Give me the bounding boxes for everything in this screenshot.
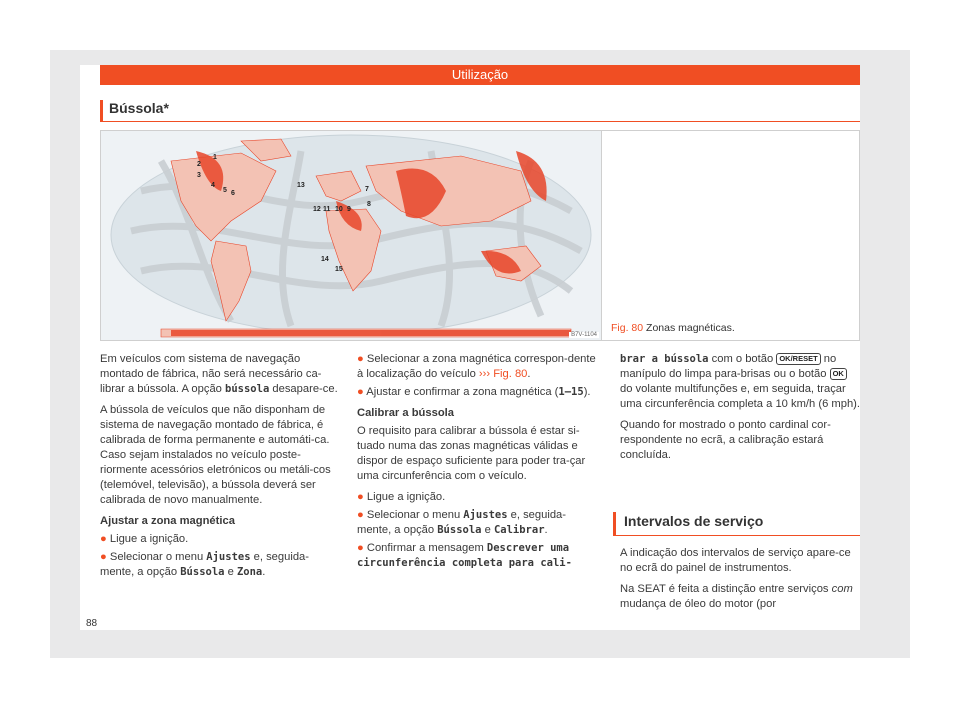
figure-number: Fig. 80: [611, 322, 644, 334]
magnetic-zones-map: [101, 131, 602, 340]
list-item: ● Selecionar a zona magnética correspon-dente à localização do veículo ››› Fig. 80.: [357, 353, 596, 380]
world-map-illustration: [101, 131, 601, 340]
paragraph: brar a bússola com o botão OK/RESET no manípulo do limpa para-brisas ou o botão OK do volante multifunções e, em seguida, traçar uma circunferência completa a 10 km/h (6 mph).: [620, 353, 861, 410]
list-item: ● Ajustar e confirmar a zona magnética (1–15).: [357, 386, 591, 398]
subheading-calibrate: Calibrar a bússola: [357, 407, 454, 419]
figure-link[interactable]: ››› Fig. 80: [478, 368, 528, 380]
chapter-header: Utilização: [100, 65, 860, 85]
text-column-1: [100, 352, 340, 583]
zone-label-13: 13: [297, 182, 305, 189]
figure-code: B7V-1104: [571, 332, 597, 338]
text-column-3-continued: [620, 546, 860, 618]
zone-label-9: 9: [347, 206, 351, 213]
ok-reset-key-icon: OK/RESET: [776, 353, 820, 365]
text-column-3: [620, 352, 860, 469]
paragraph: Em veículos com sistema de navegação montado de fábrica, não será necessário ca-librar a bússola. A opção bússola desapare-ce.: [100, 353, 338, 395]
paragraph: A bússola de veículos que não disponham de sistema de navegação montado de fábrica, é calibrada de forma permanente e automáti-ca. Caso sejam instalados no veículo poste-riormente acessórios eletrónicos ou metáli-cos (telemóvel, televisão), a bússola deverá ser calibrada de novo manualmente.: [100, 404, 331, 506]
subheading-adjust-zone: Ajustar a zona magnética: [100, 515, 235, 527]
figure-caption: [611, 322, 735, 334]
zone-label-1: 1: [213, 154, 217, 161]
zone-label-5: 5: [223, 187, 227, 194]
ok-key-icon: OK: [830, 368, 847, 380]
zone-label-8: 8: [367, 201, 371, 208]
zone-label-12: 12: [313, 206, 321, 213]
paragraph: Quando for mostrado o ponto cardinal cor-respondente no ecrã, a calibração estará concluída.: [620, 419, 831, 461]
paragraph: O requisito para calibrar a bússola é estar si-tuado numa das zonas magnéticas válidas e dispor de espaço suficiente para poder tra-çar uma circunferência com o veículo.: [357, 425, 586, 482]
list-item: ● Ligue a ignição.: [357, 491, 446, 503]
list-item: ● Ligue a ignição.: [100, 533, 189, 545]
list-item: ● Selecionar o menu Ajustes e, seguida-mente, a opção Bússola e Calibrar.: [357, 509, 567, 536]
figure-caption-text: Zonas magnéticas.: [646, 322, 735, 334]
section-heading-service-intervals: Intervalos de serviço: [613, 512, 860, 536]
zone-label-2: 2: [197, 161, 201, 168]
zone-label-11: 11: [323, 206, 331, 213]
zone-label-14: 14: [321, 256, 329, 263]
zone-label-15: 15: [335, 266, 343, 273]
text-column-2: [357, 352, 597, 574]
list-item: ● Confirmar a mensagem Descrever uma circunferência completa para cali-: [357, 542, 572, 569]
zone-label-6: 6: [231, 190, 235, 197]
zone-label-3: 3: [197, 172, 201, 179]
list-item: ● Selecionar o menu Ajustes e, seguida-mente, a opção Bússola e Zona.: [100, 551, 310, 578]
paragraph: Na SEAT é feita a distinção entre serviços com mudança de óleo do motor (por: [620, 583, 853, 610]
zone-label-10: 10: [335, 206, 343, 213]
zone-label-4: 4: [211, 182, 215, 189]
section-title: Bússola*: [100, 100, 860, 122]
paragraph: A indicação dos intervalos de serviço apare-ce no ecrã do painel de instrumentos.: [620, 547, 851, 574]
page-number: 88: [86, 618, 98, 629]
figure-80: [100, 130, 860, 341]
zone-label-7: 7: [365, 186, 369, 193]
